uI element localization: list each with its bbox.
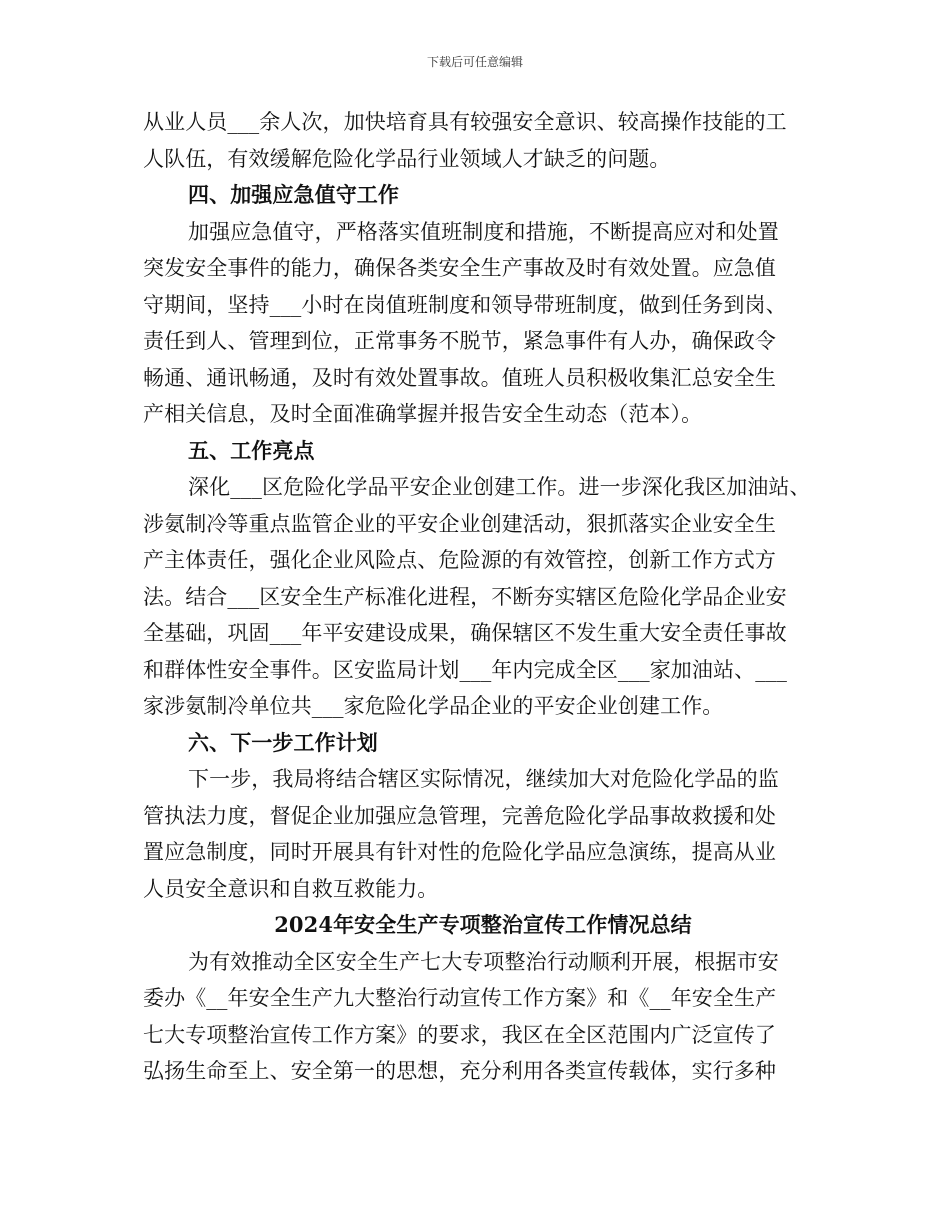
text-line: 突发安全事件的能力，确保各类安全生产事故及时有效处置。应急值: [143, 256, 776, 280]
document-body: [143, 104, 823, 1090]
text-line: 从业人员___余人次，加快培育具有较强安全意识、较高操作技能的工: [143, 110, 787, 134]
text-line: 置应急制度，同时开展具有针对性的危险化学品应急演练，提高从业: [143, 840, 776, 864]
text-line: 法。结合___区安全生产标准化进程，不断夯实辖区危险化学品企业安: [143, 584, 787, 609]
text-line: 下一步，我局将结合辖区实际情况，继续加大对危险化学品的监: [188, 767, 779, 791]
text-line: 涉氨制冷等重点监管企业的平安企业创建活动，狠抓落实企业安全生: [143, 511, 776, 536]
text-line: 深化___区危险化学品平安企业创建工作。进一步深化我区加油站、: [188, 475, 811, 499]
text-line: 弘扬生命至上、安全第一的思想，充分利用各类宣传载体，实行多种: [143, 1059, 776, 1083]
text-line: 七大专项整治宣传工作方案》的要求，我区在全区范围内广泛宣传了: [143, 1022, 776, 1047]
text-line: 责任到人、管理到位，正常事务不脱节，紧急事件有人办，确保政令: [143, 329, 776, 353]
text-line: 为有效推动全区安全生产七大专项整治行动顺利开展，根据市安: [188, 949, 779, 974]
section-heading: 五、工作亮点: [188, 437, 315, 463]
document-title: 2024年安全生产专项整治宣传工作情况总结: [274, 912, 692, 937]
section-heading: 六、下一步工作计划: [188, 729, 378, 755]
page-header: 下载后可任意编辑: [426, 55, 523, 69]
text-line: 人员安全意识和自救互救能力。: [143, 876, 439, 901]
text-line: 管执法力度，督促企业加强应急管理，完善危险化学品事故救援和处: [143, 803, 776, 828]
text-line: 畅通、通讯畅通，及时有效处置事故。值班人员积极收集汇总安全生: [143, 365, 776, 390]
text-line: 守期间，坚持___小时在岗值班制度和领导带班制度，做到任务到岗、: [143, 292, 787, 317]
text-line: 产相关信息，及时全面准确掌握并报告安全生动态（范本）。: [143, 402, 703, 426]
text-line: 和群体性安全事件。区安监局计划___年内完成全区___家加油站、___: [143, 657, 787, 682]
text-line: 加强应急值守，严格落实值班制度和措施，不断提高应对和处置: [188, 219, 779, 244]
text-line: 全基础，巩固___年平安建设成果，确保辖区不发生重大安全责任事故: [143, 621, 787, 645]
text-line: 家涉氨制冷单位共___家危险化学品企业的平安企业创建工作。: [143, 694, 724, 718]
text-line: 委办《__年安全生产九大整治行动宣传工作方案》和《__年安全生产: [143, 986, 777, 1010]
text-line: 产主体责任，强化企业风险点、危险源的有效管控，创新工作方式方: [143, 548, 776, 572]
text-line: 人队伍，有效缓解危险化学品行业领域人才缺乏的问题。: [143, 146, 671, 171]
section-heading: 四、加强应急值守工作: [188, 182, 399, 207]
